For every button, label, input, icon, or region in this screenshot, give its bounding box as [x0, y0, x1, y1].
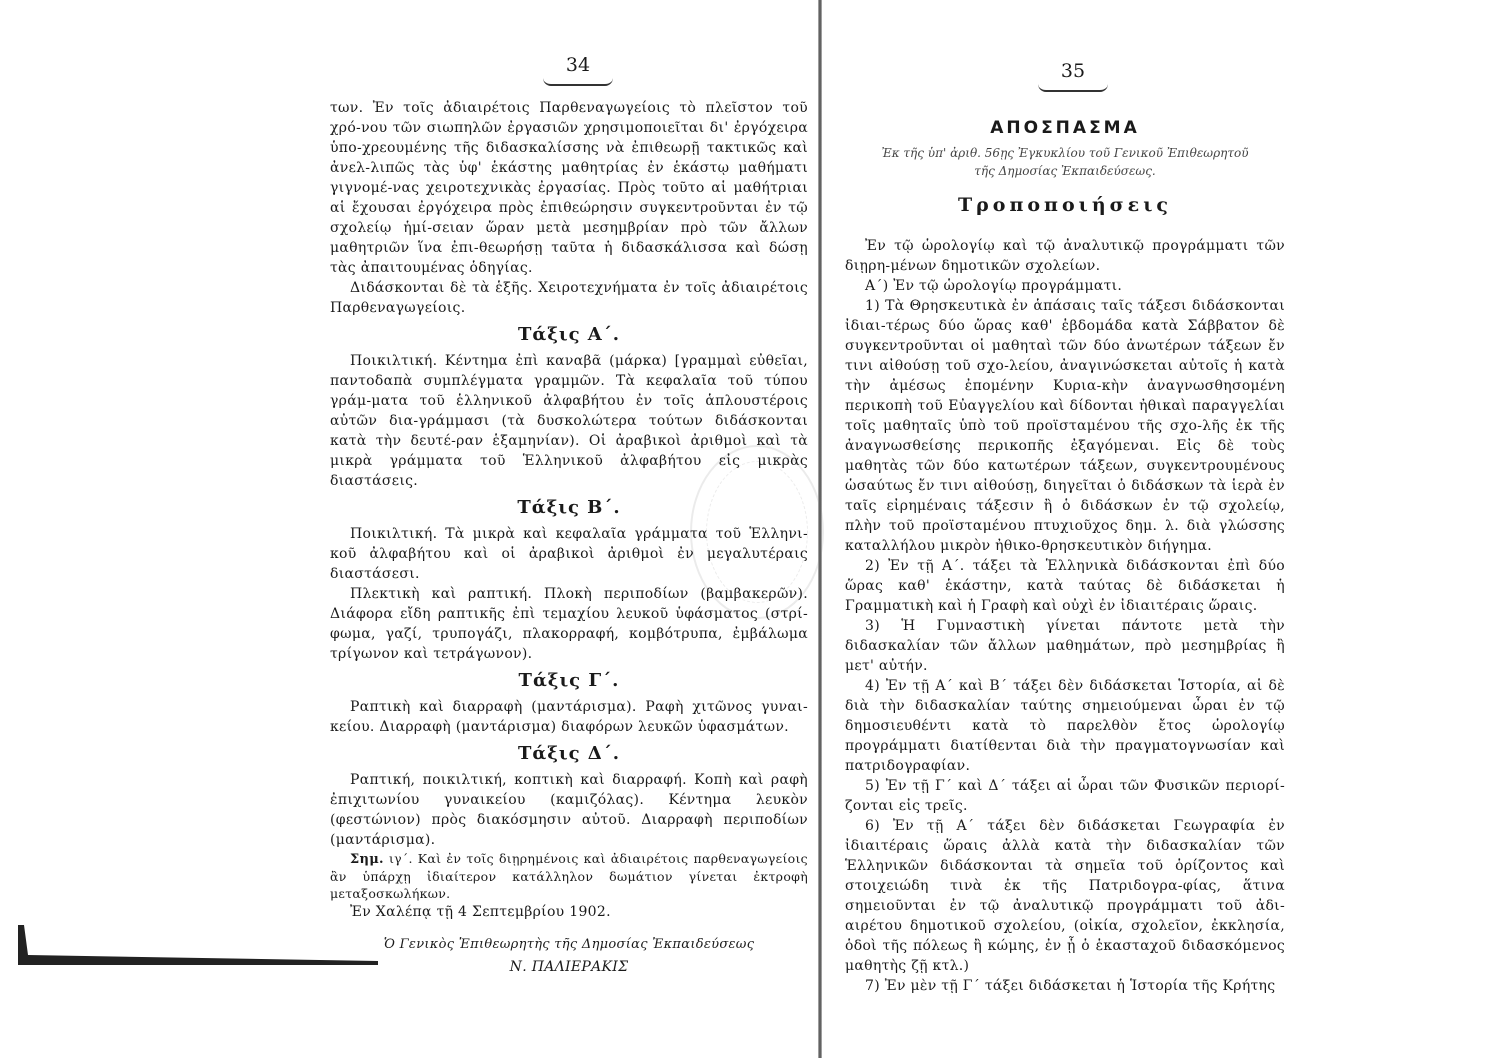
right-item-7: 7) Ἐν μὲν τῇ Γ΄ τάξει διδάσκεται ἡ Ἱστορία τῆς Κρήτης	[865, 978, 1276, 994]
library-stamp	[690, 445, 824, 619]
right-sub-intro: Α΄) Ἐν τῷ ὡρολογίῳ προγράμματι.	[865, 278, 1123, 294]
section-title: Τροποποιήσεις	[958, 194, 1172, 216]
section-heading-b: Τάξις Β΄.	[517, 497, 621, 518]
section-a-paragraph-1: Ποικιλτική. Κέντημα ἐπὶ καναβᾶ (μάρκα) [γραμμαὶ εὐθεῖαι, παντοδαπὰ συμπλέγματα γραμμῶν. Τὰ κεφαλαῖα τοῦ τύπου γράμ-ματα τοῦ ἑλληνικοῦ ἀλφαβήτου ἐν τοῖς ἁπλουστέροις αὐτῶν δια-γράμμασι (τὰ δυσκολώτερα τούτων διδάσκονται κατὰ τὴν δευτέ-ραν ἑξαμηνίαν). Οἱ ἀραβικοὶ ἀριθμοὶ καὶ τὰ μικρὰ γράμματα τοῦ Ἑλληνικοῦ ἀλφαβήτου εἰς μικρὰς διαστάσεις.	[330, 353, 808, 489]
left-intro-paragraph-1: των. Ἐν τοῖς ἀδιαιρέτοις Παρθεναγωγείοις τὸ πλεῖστον τοῦ χρό-νου τῶν σιωπηλῶν ἐργασιῶν χρησιμοποιεῖται δι' ἐργόχειρα ὑπο-χρεουμένης τῆς διδασκαλίσσης νὰ ἐπιθεωρῇ τακτικῶς καὶ ἀνελ-λιπῶς τὰς ὑφ' ἑκάστης μαθητρίας ἐν ἑκάστῳ μαθήματι γιγνομέ-νας χειροτεχνικὰς ἐργασίας. Πρὸς τοῦτο αἱ μαθήτριαι αἱ ἔχουσαι ἐργόχειρα πρὸς ἐπιθεώρησιν συγκεντροῦνται ἐν τῷ σχολείῳ ἡμί-σειαν ὥραν μετὰ μεσημβρίαν πρὸ τῶν ἄλλων μαθητριῶν ἵνα ἐπι-θεωρήσῃ ταῦτα ἡ διδασκάλισσα καὶ δώσῃ τὰς ἀπαιτουμένας ὁδηγίας.	[330, 100, 808, 276]
right-page-number-text: 35	[1060, 60, 1086, 82]
right-header	[845, 118, 1285, 996]
signature-name: Ν. ΠΑΛΙΕΡΑΚΙΣ	[509, 959, 629, 975]
footnote	[330, 850, 808, 902]
section-heading-a: Τάξις Α΄.	[517, 324, 621, 345]
section-b-paragraph-1: Ποικιλτική. Τὰ μικρὰ καὶ κεφαλαῖα γράμματα τοῦ Ἑλληνι-κοῦ ἀλφαβήτου καὶ οἱ ἀραβικοὶ ἀριθμοὶ ἐν μεγαλυτέραις διαστάσεσι.	[330, 526, 808, 582]
left-page-number-text: 34	[565, 54, 591, 76]
signature-title: Ὁ Γενικὸς Ἐπιθεωρητὴς τῆς Δημοσίας Ἐκπαιδεύσεως	[383, 937, 755, 952]
right-item-1: 1) Τὰ Θρησκευτικὰ ἐν ἁπάσαις ταῖς τάξεσι διδάσκονται ἰδιαι-τέρως δύο ὥρας καθ' ἑβδομάδα κατὰ Σάββατον δὲ συγκεντροῦνται οἱ μαθηταὶ τῶν δύο ἀνωτέρων τάξεων ἔν τινι αἰθούσῃ τοῦ σχο-λείου, ἀναγινώσκεται αὐτοῖς ἡ κατὰ τὴν ἀμέσως ἐπομένην Κυρια-κὴν ἀναγνωσθησομένη περικοπὴ τοῦ Εὐαγγελίου καὶ δίδονται ἠθικαὶ παραγγελίαι τοῖς μαθηταῖς ὑπὸ τοῦ προϊσταμένου τῆς σχο-λῆς ἐκ τῆς ἀναγνωσθείσης περικοπῆς ἐξαγόμεναι. Εἰς δὲ τοὺς μαθητὰς τῶν δύο κατωτέρων τάξεων, συγκεντρουμένους ὡσαύτως ἔν τινι αἰθούσῃ, διηγεῖται ὁ διδάσκων τὰ ἱερὰ ἐν ταῖς εἰρημέναις τάξεσιν ἢ ὁ διδάσκων ἐν τῷ σχολείῳ, πλὴν τοῦ προϊσταμένου πτυχιοῦχος δημ. λ. διὰ γλώσσης καταλλήλου μικρὸν ἠθικο-θρησκευτικὸν διήγημα.	[845, 298, 1285, 554]
left-intro-paragraph-2: Διδάσκονται δὲ τὰ ἑξῆς. Χειροτεχνήματα ἐν τοῖς ἀδιαιρέτοις Παρθεναγωγείοις.	[330, 280, 808, 316]
section-heading-d: Τάξις Δ΄.	[517, 743, 621, 764]
footnote-label: Σημ.	[350, 852, 384, 867]
right-item-5: 5) Ἐν τῇ Γ΄ καὶ Δ΄ τάξει αἱ ὧραι τῶν Φυσικῶν περιορί-ζονται εἰς τρεῖς.	[845, 778, 1285, 814]
date-line: Ἐν Χαλέπᾳ τῇ 4 Σεπτεμβρίου 1902.	[350, 904, 611, 920]
right-item-4: 4) Ἐν τῇ Α΄ καὶ Β΄ τάξει δὲν διδάσκεται Ἱστορία, αἱ δὲ διὰ τὴν διδασκαλίαν ταύτης σημειούμεναι ὧραι ἐν τῷ δημοσιευθέντι κατὰ τὸ παρελθὸν ἔτος ὡρολογίῳ προγράμματι διατίθενται διὰ τὴν πραγματογνωσίαν καὶ πατριδογραφίαν.	[845, 678, 1285, 774]
subtitle-line-1: Ἐκ τῆς ὑπ' ἀριθ. 56ῃς Ἐγκυκλίου τοῦ Γενικοῦ Ἐπιθεωρητοῦ	[881, 146, 1249, 160]
footnote-text: ιγ΄. Καὶ ἐν τοῖς διῃρημένοις καὶ ἀδιαιρέτοις παρθεναγωγείοις ἂν ὑπάρχῃ ἰδιαίτερον κατάλληλον δωμάτιον γίνεται ἐκτροφὴ μεταξοσκωλήκων.	[330, 851, 808, 901]
right-intro: Ἐν τῷ ὡρολογίῳ καὶ τῷ ἀναλυτικῷ προγράμματι τῶν διῃρη-μένων δημοτικῶν σχολείων.	[845, 238, 1285, 274]
right-item-3: 3) Ἡ Γυμναστικὴ γίνεται πάντοτε μετὰ τὴν διδασκαλίαν τῶν ἄλλων μαθημάτων, πρὸ μεσημβρίας ἢ μετ' αὐτήν.	[845, 618, 1285, 674]
right-item-6: 6) Ἐν τῇ Α΄ τάξει δὲν διδάσκεται Γεωγραφία ἐν ἰδιαιτέραις ὥραις ἀλλὰ κατὰ τὴν διδασκαλίαν τῶν Ἑλληνικῶν διδάσκονται τὰ σημεῖα τοῦ ὁρίζοντος καὶ στοιχειώδη τινὰ ἐκ τῆς Πατριδογρα-φίας, ἅτινα σημειοῦνται ἐν τῷ ἀναλυτικῷ προγράμματι τοῦ ἀδι-αιρέτου δημοτικοῦ σχολείου, (οἰκία, σχολεῖον, ἐκκλησία, ὁδοὶ τῆς πόλεως ἢ κώμης, ἐν ᾗ ὁ ἑκασταχοῦ διδασκόμενος μαθητὴς ζῇ κτλ.)	[845, 818, 1285, 974]
section-d-paragraph-1: Ραπτική, ποικιλτική, κοπτικὴ καὶ διαρραφή. Κοπὴ καὶ ραφὴ ἐπιχιτωνίου γυναικείου (καμιζόλας). Κέντημα λευκὸν (φεστώνιον) πρὸς διακόσμησιν αὐτοῦ. Διαρραφὴ περιποδίων (μαντάρισμα).	[330, 772, 808, 848]
right-item-2: 2) Ἐν τῇ Α΄. τάξει τὰ Ἑλληνικὰ διδάσκονται ἐπὶ δύο ὥρας καθ' ἑκάστην, κατὰ ταύτας δὲ διδάσκεται ἡ Γραμματικὴ καὶ ἡ Γραφὴ καὶ οὐχὶ ἐν ἰδιαιτέραις ὥραις.	[845, 558, 1285, 614]
page-number-ornament	[543, 78, 613, 86]
document-title: ΑΠΟΣΠΑΣΜΑ	[990, 118, 1140, 138]
section-b-paragraph-2: Πλεκτικὴ καὶ ραπτική. Πλοκὴ περιποδίων (βαμβακερῶν). Διάφορα εἴδη ραπτικῆς ἐπὶ τεμαχίου λευκοῦ ὑφάσματος (στρί-φωμα, γαζί, τρυπογάζι, πλακορραφή, κομβότρυπα, ἐμβάλωμα τρίγωνον καὶ τετράγωνον).	[330, 586, 808, 662]
right-column	[845, 236, 1285, 996]
signature-block	[330, 934, 808, 978]
section-c-paragraph-1: Ραπτικὴ καὶ διαρραφὴ (μαντάρισμα). Ραφὴ χιτῶνος γυναι-κείου. Διαρραφὴ (μαντάρισμα) διαφόρων λευκῶν ὑφασμάτων.	[330, 699, 808, 735]
left-page-number	[538, 54, 618, 86]
page-edge-shadow	[18, 925, 378, 965]
section-heading-c: Τάξις Γ΄.	[518, 670, 620, 691]
page-number-ornament	[1038, 84, 1108, 92]
right-page-number	[1033, 60, 1113, 92]
subtitle-line-2: τῆς Δημοσίας Ἐκπαιδεύσεως.	[974, 164, 1156, 178]
